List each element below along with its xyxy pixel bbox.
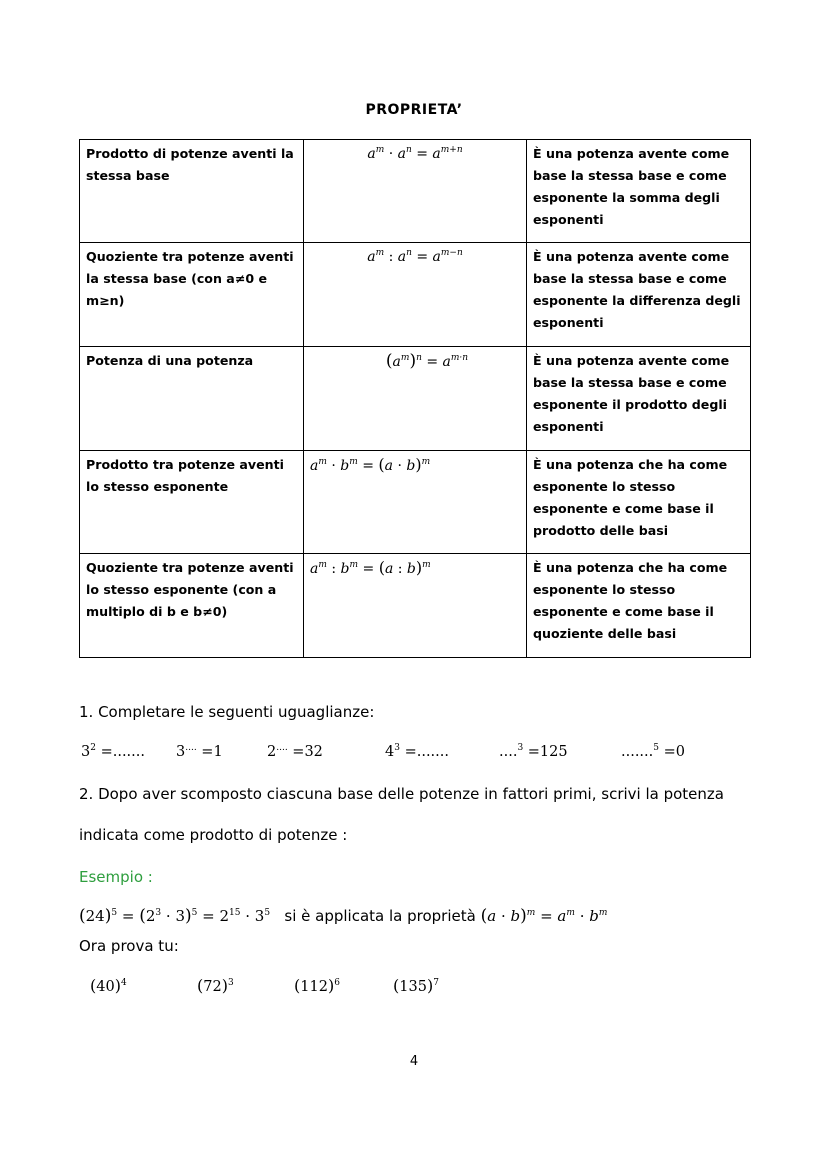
exercise1-item: 3.... =1 (176, 743, 223, 760)
example-text: si è applicata la proprietà (284, 907, 476, 925)
try-label: Ora prova tu: (79, 937, 179, 955)
property-formula: $a^m$ : $b^m = (a$ : b)$^m$ (304, 554, 527, 658)
example-label: Esempio : (79, 868, 153, 886)
exercise1-item: 2.... =32 (267, 743, 323, 760)
table-row (80, 451, 751, 554)
exercise1-prompt: 1. Completare le seguenti uguaglianze: (79, 703, 375, 721)
exercise2-item: $(135)^7$ (393, 976, 439, 995)
exercise2-prompt-line1: 2. Dopo aver scomposto ciascuna base delle potenze in fattori primi, scrivi la potenza (79, 785, 724, 803)
property-name: Quoziente tra potenze aventi lo stesso esponente (con a multiplo di b e b≠0) (80, 554, 304, 658)
page-title: PROPRIETA’ (365, 102, 463, 118)
property-formula: $a^m$ : $a^n = a^{m-n}$ (304, 243, 527, 347)
exercise2-item: $(40)^4$ (90, 976, 127, 995)
property-formula: $a^m \cdot b^m = (a \cdot b)^m$ (304, 451, 527, 554)
property-name: Quoziente tra potenze aventi la stessa base (con a≠0 e m≥n) (80, 243, 304, 347)
exercise1-item: $3^2$ =....... (81, 743, 145, 760)
exercise2-item: $(72)^3$ (197, 976, 234, 995)
exercise2-item: $(112)^6$ (294, 976, 340, 995)
property-description: È una potenza che ha come esponente lo stesso esponente e come base il prodotto delle basi (527, 451, 751, 554)
table-row (80, 347, 751, 451)
property-name: Prodotto tra potenze aventi lo stesso esponente (80, 451, 304, 554)
table-row (80, 140, 751, 243)
exercise2-prompt-line2: indicata come prodotto di potenze : (79, 826, 348, 844)
properties-table (79, 139, 751, 658)
property-description: È una potenza che ha come esponente lo stesso esponente e come base il quoziente delle basi (527, 554, 751, 658)
property-formula: $(a^m)^n = a^{m\cdot n}$ (304, 347, 527, 451)
table-row (80, 554, 751, 658)
page-number: 4 (409, 1054, 419, 1069)
example-line: $(24)^5 = (2^3 \cdot 3)^5 = 2^{15} \cdot 3^5$ si è applicata la proprietà $(a \cdot b)^m = a^m \cdot b^m$ (79, 906, 608, 926)
property-name: Prodotto di potenze aventi la stessa base (80, 140, 304, 243)
property-name: Potenza di una potenza (80, 347, 304, 451)
exercise1-item: .......$^5$ =0 (621, 743, 685, 760)
exercise1-item: $4^3$ =....... (385, 743, 449, 760)
property-description: È una potenza avente come base la stessa base e come esponente il prodotto degli esponenti (527, 347, 751, 451)
exercise1-item: ....$^3$ =125 (499, 743, 568, 760)
property-description: È una potenza avente come base la stessa base e come esponente la differenza degli esponenti (527, 243, 751, 347)
property-description: È una potenza avente come base la stessa base e come esponente la somma degli esponenti (527, 140, 751, 243)
table-row (80, 243, 751, 347)
property-formula: $a^m \cdot a^n = a^{m+n}$ (304, 140, 527, 243)
